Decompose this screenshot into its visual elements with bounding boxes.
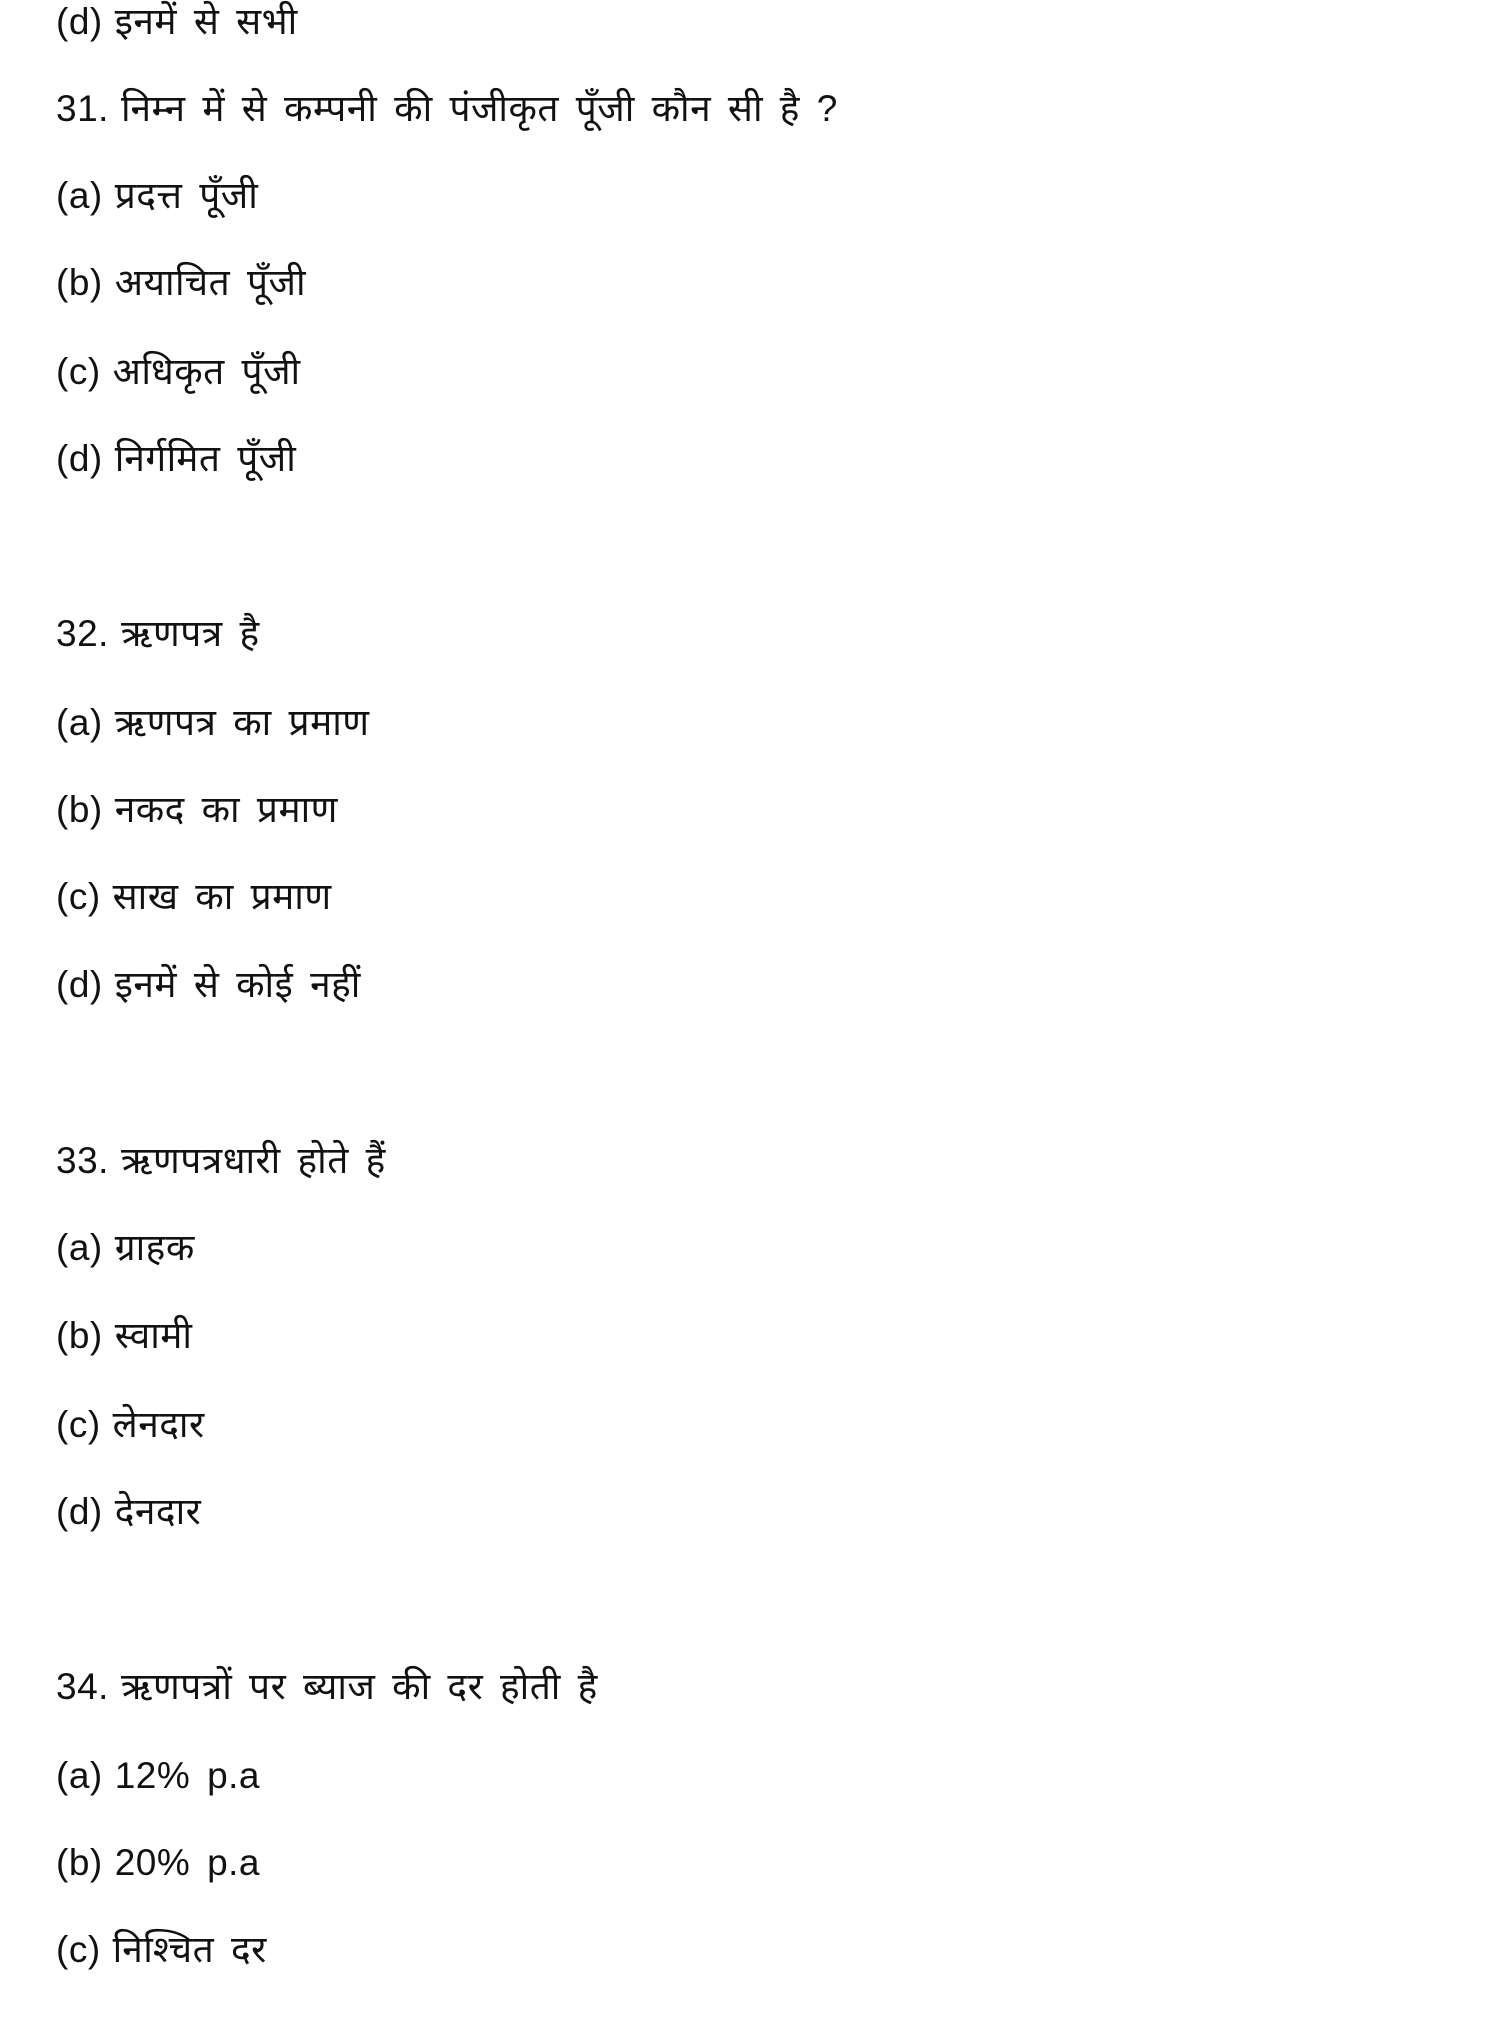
option-text: देनदार	[114, 1491, 202, 1532]
question-line	[56, 85, 838, 133]
option-label: (d)	[56, 1, 103, 42]
option-line	[56, 1312, 193, 1360]
option-label: (b)	[56, 789, 103, 830]
option-label: (a)	[56, 702, 103, 743]
option-label: (a)	[56, 1227, 103, 1268]
option-line	[56, 1839, 260, 1887]
option-label: (a)	[56, 1755, 103, 1796]
option-label: (c)	[56, 876, 101, 917]
option-text: 20% p.a	[114, 1842, 261, 1883]
question-number: 31.	[56, 88, 109, 129]
option-text: निर्गमित पूँजी	[114, 438, 297, 479]
option-label: (a)	[56, 175, 103, 216]
option-label: (c)	[56, 1929, 101, 1970]
question-text: निम्न में से कम्पनी की पंजीकृत पूँजी कौन सी है ?	[120, 88, 838, 129]
option-label: (b)	[56, 262, 103, 303]
option-line	[56, 1752, 260, 1800]
option-text: निश्चित दर	[112, 1929, 267, 1970]
option-line	[56, 786, 338, 834]
option-text: स्वामी	[114, 1315, 193, 1356]
option-label: (b)	[56, 1315, 103, 1356]
option-text: ऋणपत्र का प्रमाण	[114, 702, 370, 743]
option-text: इनमें से सभी	[114, 1, 298, 42]
option-text: 12% p.a	[114, 1755, 261, 1796]
option-label: (c)	[56, 351, 101, 392]
option-text: प्रदत्त पूँजी	[114, 175, 259, 216]
option-line	[56, 961, 361, 1009]
option-line	[56, 1488, 201, 1536]
question-number: 34.	[56, 1666, 109, 1707]
option-label: (b)	[56, 1842, 103, 1883]
option-line	[56, 873, 332, 921]
option-label: (d)	[56, 438, 103, 479]
option-text: इनमें से कोई नहीं	[114, 964, 361, 1005]
question-line	[56, 1137, 386, 1185]
option-line	[56, 1926, 267, 1974]
question-text: ऋणपत्र है	[120, 613, 260, 654]
option-line	[56, 259, 306, 307]
option-text: नकद का प्रमाण	[114, 789, 338, 830]
option-text: अयाचित पूँजी	[114, 262, 307, 303]
option-line	[56, 1224, 195, 1272]
option-text: साख का प्रमाण	[112, 876, 332, 917]
option-text: लेनदार	[112, 1404, 205, 1445]
option-label: (c)	[56, 1404, 101, 1445]
option-line	[56, 1401, 205, 1449]
question-number: 32.	[56, 613, 109, 654]
option-label: (d)	[56, 964, 103, 1005]
question-line	[56, 1663, 598, 1711]
question-line	[56, 610, 260, 658]
option-label: (d)	[56, 1491, 103, 1532]
option-text: ग्राहक	[114, 1227, 195, 1268]
question-text: ऋणपत्रधारी होते हैं	[120, 1140, 386, 1181]
option-line	[56, 348, 301, 396]
question-number: 33.	[56, 1140, 109, 1181]
question-text: ऋणपत्रों पर ब्याज की दर होती है	[120, 1666, 598, 1707]
option-line	[56, 172, 258, 220]
option-line	[56, 435, 296, 483]
option-line	[56, 0, 298, 46]
option-line	[56, 699, 370, 747]
option-text: अधिकृत पूँजी	[112, 351, 301, 392]
